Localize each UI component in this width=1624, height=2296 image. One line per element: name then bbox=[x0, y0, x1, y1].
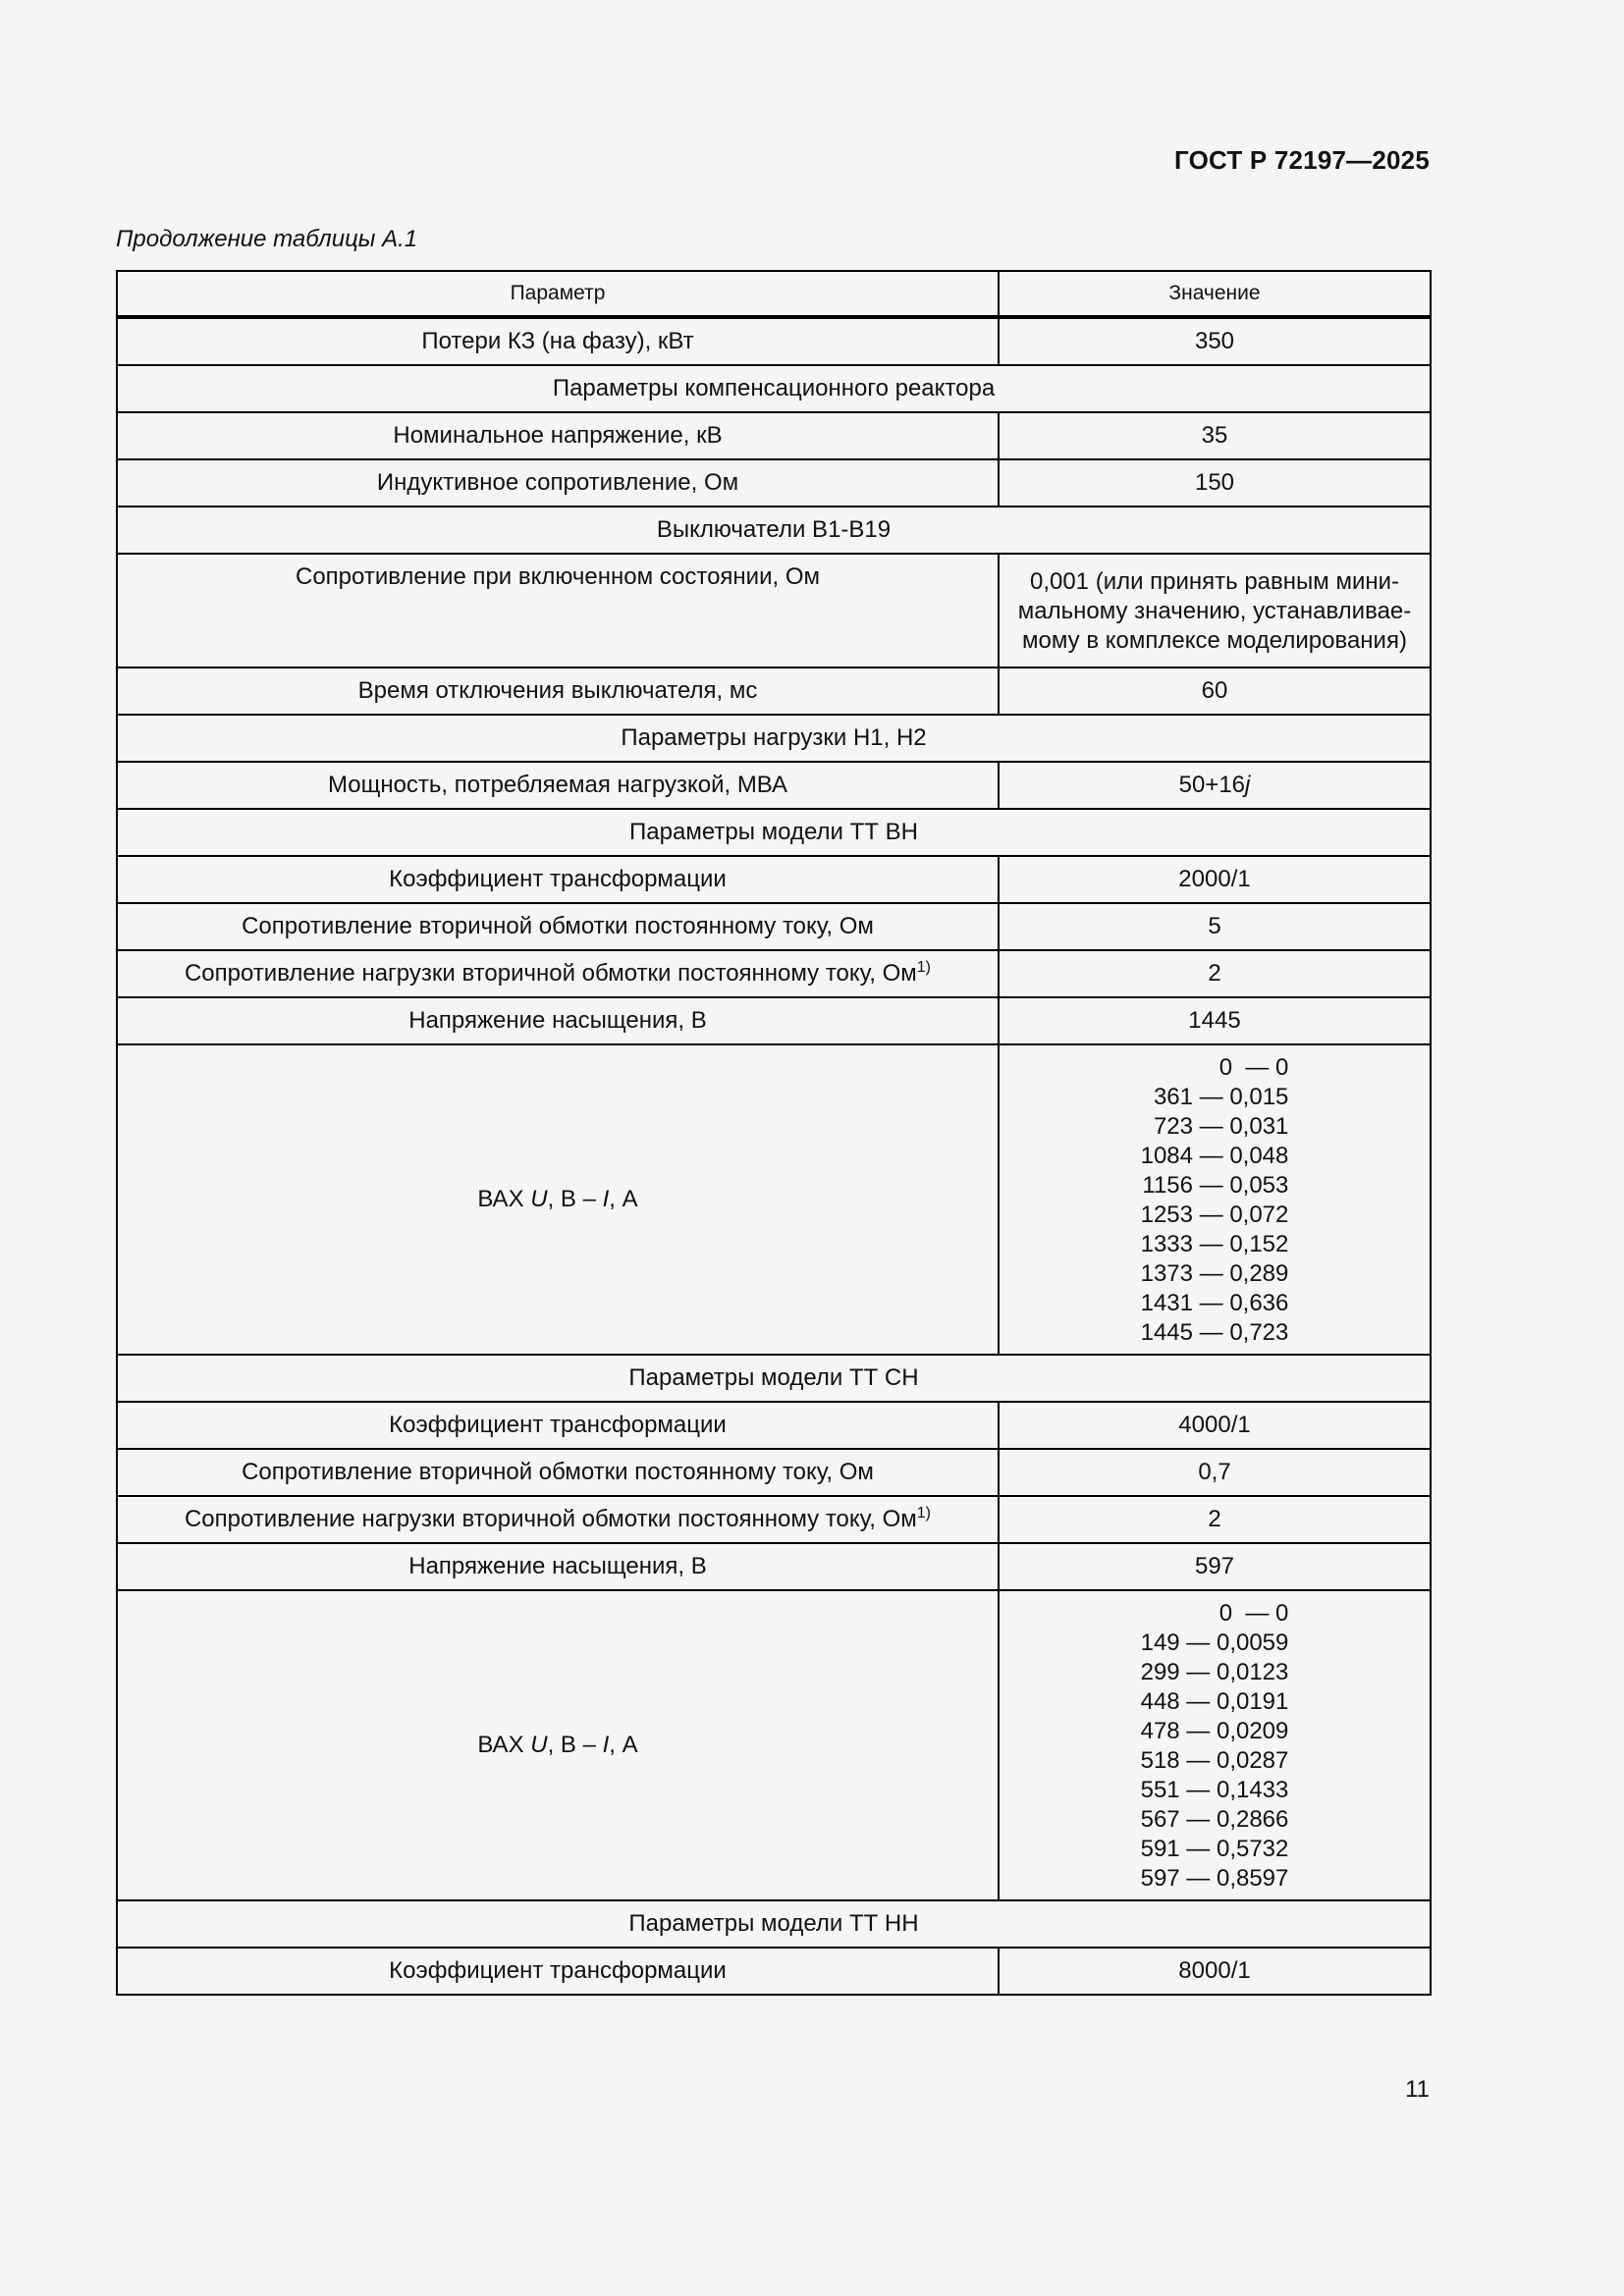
value-text: 0,7 bbox=[1198, 1459, 1231, 1485]
vax-label-cell bbox=[117, 1044, 999, 1355]
table-row bbox=[117, 554, 1431, 667]
value-cell bbox=[999, 1543, 1431, 1590]
parameter-label: Сопротивление нагрузки вторичной обмотки постоянному току, Ом bbox=[184, 1506, 917, 1532]
section-title: Параметры компенсационного реактора bbox=[117, 365, 1431, 412]
vax-values-list bbox=[1141, 1045, 1289, 1354]
value-text: 5 bbox=[1208, 913, 1221, 939]
vax-row bbox=[117, 1590, 1431, 1900]
vax-values-list bbox=[1141, 1591, 1289, 1899]
value-text: 350 bbox=[1194, 328, 1235, 354]
vax-value-pair: 591 — 0,5732 bbox=[1140, 1836, 1289, 1862]
vax-value-pair: 1156 — 0,053 bbox=[1142, 1172, 1289, 1199]
vax-label bbox=[477, 1732, 637, 1758]
parameter-cell bbox=[117, 903, 999, 950]
table-caption: Продолжение таблицы А.1 bbox=[116, 226, 418, 252]
parameter-label: Сопротивление вторичной обмотки постоянному току, Ом bbox=[242, 913, 874, 939]
section-row bbox=[117, 809, 1431, 856]
value-text: 150 bbox=[1194, 469, 1235, 496]
vax-value-pair: 1431 — 0,636 bbox=[1140, 1290, 1289, 1316]
value-cell bbox=[999, 950, 1431, 997]
vax-values-cell bbox=[999, 1044, 1431, 1355]
column-header-value: Значение bbox=[999, 271, 1431, 317]
value-italic-suffix: j bbox=[1245, 772, 1251, 798]
value-text: 2000/1 bbox=[1178, 866, 1251, 892]
vax-value-pair: 299 — 0,0123 bbox=[1140, 1659, 1289, 1685]
table-row bbox=[117, 1496, 1431, 1543]
parameter-cell bbox=[117, 554, 999, 667]
value-cell bbox=[999, 1449, 1431, 1496]
value-cell bbox=[999, 856, 1431, 903]
vax-label-part: , А bbox=[609, 1186, 638, 1212]
footnote-marker: 1) bbox=[916, 1505, 932, 1522]
parameter-label: Номинальное напряжение, кВ bbox=[393, 422, 723, 449]
parameter-label: Сопротивление при включенном состоянии, Ом bbox=[295, 563, 820, 590]
vax-value-pair: 478 — 0,0209 bbox=[1140, 1718, 1289, 1744]
table-row bbox=[117, 856, 1431, 903]
vax-value-pair: 597 — 0,8597 bbox=[1140, 1865, 1289, 1892]
parameter-label: Коэффициент трансформации bbox=[389, 866, 727, 892]
value-line: мальному значению, устанавливае- bbox=[1017, 598, 1412, 624]
vax-label-part: , В – bbox=[547, 1186, 603, 1212]
vax-label-part: , В – bbox=[547, 1732, 603, 1758]
vax-label-cell bbox=[117, 1590, 999, 1900]
parameter-cell bbox=[117, 997, 999, 1044]
vax-value-pair: 1253 — 0,072 bbox=[1140, 1201, 1289, 1228]
section-row bbox=[117, 365, 1431, 412]
vax-values-cell bbox=[999, 1590, 1431, 1900]
vax-value-pair: 361 — 0,015 bbox=[1153, 1084, 1289, 1110]
value-text: 4000/1 bbox=[1178, 1412, 1251, 1438]
parameter-cell bbox=[117, 317, 999, 365]
value-text: 8000/1 bbox=[1178, 1957, 1251, 1984]
table-row bbox=[117, 1948, 1431, 1995]
value-cell bbox=[999, 997, 1431, 1044]
parameter-label: Сопротивление вторичной обмотки постоянному току, Ом bbox=[242, 1459, 874, 1485]
value-cell bbox=[999, 667, 1431, 715]
vax-value-pair: 723 — 0,031 bbox=[1153, 1113, 1289, 1140]
section-row bbox=[117, 1900, 1431, 1948]
vax-value-pair: 149 — 0,0059 bbox=[1140, 1629, 1289, 1656]
parameter-cell bbox=[117, 1402, 999, 1449]
value-line: 0,001 (или принять равным мини- bbox=[1029, 568, 1400, 595]
vax-value-pair: 551 — 0,1433 bbox=[1140, 1777, 1289, 1803]
table-row bbox=[117, 762, 1431, 809]
column-header-parameter: Параметр bbox=[117, 271, 999, 317]
value-text: 597 bbox=[1194, 1553, 1235, 1579]
value-text: 35 bbox=[1201, 422, 1228, 449]
value-cell bbox=[999, 1496, 1431, 1543]
table-row bbox=[117, 1543, 1431, 1590]
value-cell bbox=[999, 1402, 1431, 1449]
value-cell bbox=[999, 762, 1431, 809]
value-text: 2 bbox=[1208, 1506, 1221, 1532]
vax-label-part: ВАХ bbox=[477, 1186, 531, 1212]
multiline-value bbox=[1013, 561, 1416, 660]
vax-value-pair: 518 — 0,0287 bbox=[1140, 1747, 1289, 1774]
section-title: Параметры модели ТТ НН bbox=[117, 1900, 1431, 1948]
vax-label-part: ВАХ bbox=[477, 1732, 531, 1758]
table-row bbox=[117, 667, 1431, 715]
value-cell bbox=[999, 459, 1431, 507]
vax-value-pair: 0 — 0 bbox=[1218, 1600, 1289, 1627]
table-row bbox=[117, 1449, 1431, 1496]
value-text: 1445 bbox=[1188, 1007, 1241, 1034]
value-line: мому в комплексе моделирования) bbox=[1022, 627, 1407, 654]
value-cell bbox=[999, 903, 1431, 950]
parameter-cell bbox=[117, 667, 999, 715]
standard-designation: ГОСТ Р 72197—2025 bbox=[1174, 145, 1430, 175]
vax-label bbox=[477, 1186, 637, 1212]
table-row bbox=[117, 997, 1431, 1044]
table-header-row bbox=[117, 271, 1431, 317]
parameter-label: Напряжение насыщения, В bbox=[408, 1007, 707, 1034]
vax-value-pair: 1333 — 0,152 bbox=[1140, 1231, 1289, 1257]
parameter-cell bbox=[117, 1496, 999, 1543]
vax-label-part: U bbox=[530, 1732, 548, 1758]
value-cell bbox=[999, 1948, 1431, 1995]
vax-value-pair: 1373 — 0,289 bbox=[1140, 1260, 1289, 1287]
parameter-label: Коэффициент трансформации bbox=[389, 1957, 727, 1984]
vax-label-part: I bbox=[602, 1186, 610, 1212]
vax-value-pair: 0 — 0 bbox=[1218, 1054, 1289, 1081]
footnote-marker: 1) bbox=[916, 959, 932, 976]
section-row bbox=[117, 715, 1431, 762]
table-row bbox=[117, 412, 1431, 459]
parameter-label: Сопротивление нагрузки вторичной обмотки постоянному току, Ом bbox=[184, 960, 917, 987]
value-text: 2 bbox=[1208, 960, 1221, 987]
section-title: Параметры нагрузки Н1, Н2 bbox=[117, 715, 1431, 762]
parameter-label: Индуктивное сопротивление, Ом bbox=[376, 469, 739, 496]
vax-value-pair: 567 — 0,2866 bbox=[1140, 1806, 1289, 1833]
value-text: 50+16 bbox=[1178, 772, 1246, 798]
vax-value-pair: 448 — 0,0191 bbox=[1140, 1688, 1289, 1715]
vax-label-part: U bbox=[530, 1186, 548, 1212]
parameters-table bbox=[116, 270, 1432, 1996]
table-row bbox=[117, 903, 1431, 950]
page-number: 11 bbox=[1405, 2076, 1430, 2103]
vax-label-part: , А bbox=[609, 1732, 638, 1758]
value-cell bbox=[999, 554, 1431, 667]
parameter-cell bbox=[117, 1449, 999, 1496]
vax-label-part: I bbox=[602, 1732, 610, 1758]
table-row bbox=[117, 950, 1431, 997]
section-row bbox=[117, 1355, 1431, 1402]
value-text: 60 bbox=[1201, 677, 1228, 704]
table-row bbox=[117, 459, 1431, 507]
parameter-cell bbox=[117, 762, 999, 809]
parameter-cell bbox=[117, 1948, 999, 1995]
parameter-cell bbox=[117, 1543, 999, 1590]
parameter-label: Коэффициент трансформации bbox=[389, 1412, 727, 1438]
parameter-label: Время отключения выключателя, мс bbox=[357, 677, 758, 704]
parameter-cell bbox=[117, 412, 999, 459]
parameter-cell bbox=[117, 856, 999, 903]
value-cell bbox=[999, 317, 1431, 365]
parameter-cell bbox=[117, 459, 999, 507]
section-row bbox=[117, 507, 1431, 554]
table-row bbox=[117, 1402, 1431, 1449]
parameter-label: Потери КЗ (на фазу), кВт bbox=[421, 328, 694, 354]
parameter-label: Напряжение насыщения, В bbox=[408, 1553, 707, 1579]
table-row bbox=[117, 317, 1431, 365]
value-cell bbox=[999, 412, 1431, 459]
section-title: Параметры модели ТТ ВН bbox=[117, 809, 1431, 856]
section-title: Параметры модели ТТ СН bbox=[117, 1355, 1431, 1402]
parameter-label: Мощность, потребляемая нагрузкой, МВА bbox=[327, 772, 788, 798]
parameter-cell bbox=[117, 950, 999, 997]
vax-value-pair: 1445 — 0,723 bbox=[1140, 1319, 1289, 1346]
section-title: Выключатели В1-В19 bbox=[117, 507, 1431, 554]
vax-row bbox=[117, 1044, 1431, 1355]
vax-value-pair: 1084 — 0,048 bbox=[1140, 1143, 1289, 1169]
